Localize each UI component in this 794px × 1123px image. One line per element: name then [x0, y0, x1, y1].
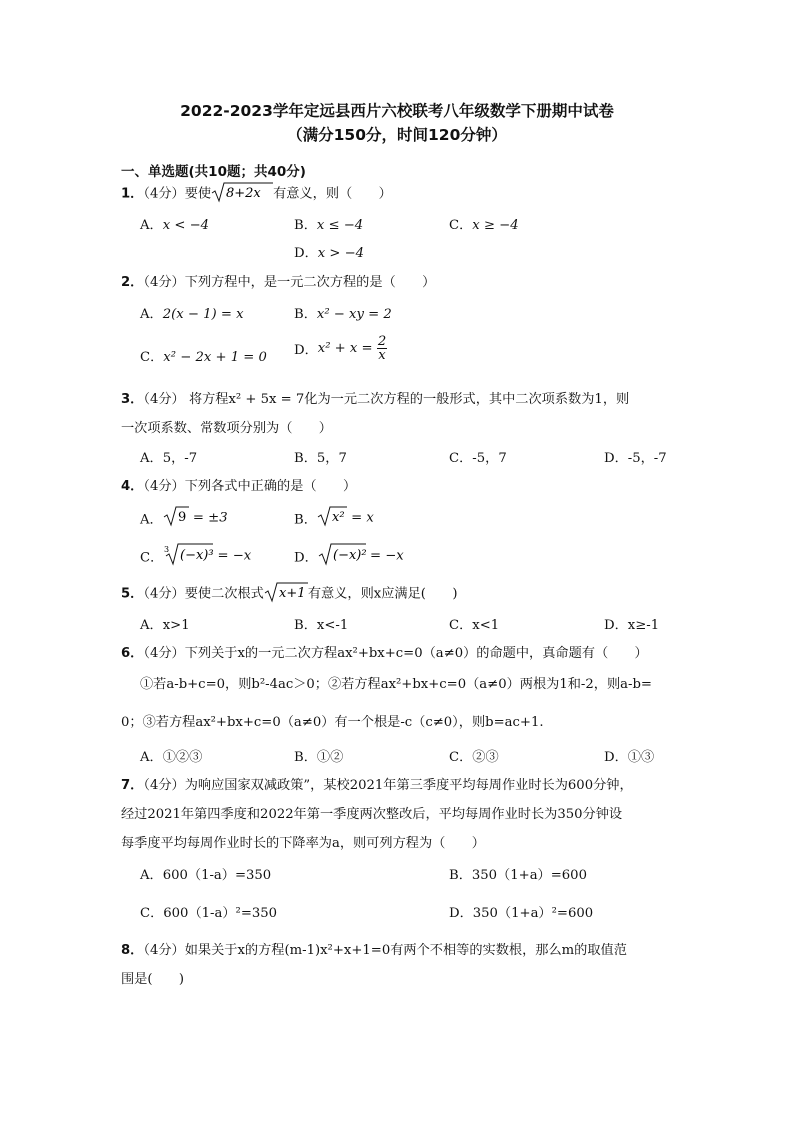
- question-8-stem-cont: 围是( ): [121, 972, 185, 987]
- question-7-stem-cont: 每季度平均每周作业时长的下降率为a，则可列方程为（ ）: [121, 836, 485, 851]
- option-b[interactable]: B．①②: [294, 750, 344, 765]
- question-number: 1．: [121, 186, 144, 202]
- option-b[interactable]: B．x² − xy = 2: [294, 307, 392, 322]
- option-c[interactable]: C．②③: [449, 750, 499, 765]
- question-3-stem: 3．（4分） 将方程x² + 5x = 7化为一元二次方程的一般形式，其中二次项系数为1，则: [121, 392, 630, 407]
- sqrt-expression: [211, 181, 273, 207]
- exam-subtitle: （满分150分，时间120分钟）: [287, 126, 507, 144]
- svg-text:x+1: x+1: [278, 586, 306, 601]
- svg-text:9: 9: [177, 510, 186, 525]
- fraction: $\frac{2}{x}$: [377, 334, 387, 363]
- question-score: （4分）: [143, 186, 185, 202]
- cbrt-expression: [163, 542, 213, 570]
- option-a[interactable]: A．x>1: [140, 618, 190, 633]
- sqrt-expression: [264, 581, 308, 607]
- option-d[interactable]: D．x > −4: [294, 246, 365, 261]
- option-c[interactable]: C．600（1-a）²=350: [140, 906, 278, 921]
- option-b[interactable]: B．350（1+a）=600: [449, 868, 587, 883]
- svg-text:3: 3: [164, 545, 170, 554]
- sqrt-expression: [317, 505, 347, 531]
- svg-text:(−x)³: (−x)³: [180, 548, 214, 563]
- question-6-statements-cont: 0；③若方程ax²+bx+c=0（a≠0）有一个根是-c（c≠0），则b=ac+1.: [121, 715, 544, 730]
- question-6-statements: ①若a-b+c=0，则b²-4ac＞0；②若方程ax²+bx+c=0（a≠0）两根为1和-2，则a-b=: [140, 677, 652, 692]
- option-c[interactable]: C． 3 (−x)³ = −x: [140, 542, 251, 570]
- question-8-stem: 8．（4分）如果关于x的方程(m-1)x²+x+1=0有两个不相等的实数根，那么m的取值范: [121, 943, 627, 958]
- option-d[interactable]: D． (−x)² = −x: [294, 542, 404, 570]
- question-5-stem: 5．（4分）要使二次根式 x+1 有意义，则x应满足( ): [121, 581, 457, 607]
- option-d[interactable]: D．x≥-1: [604, 618, 660, 633]
- question-4-stem: 4．（4分）下列各式中正确的是（ ）: [121, 479, 357, 494]
- sqrt-expression: [318, 542, 366, 570]
- svg-text:x²: x²: [331, 510, 345, 525]
- option-b[interactable]: B． x² = x: [294, 505, 374, 531]
- sqrt-expression: [163, 505, 189, 531]
- option-a[interactable]: A．①②③: [140, 750, 203, 765]
- option-d[interactable]: D．x² + x = $\frac{2}{x}$: [294, 334, 387, 363]
- question-1-stem: 1．（4分）要使 8+2x 有意义，则（ ）: [121, 181, 392, 207]
- exam-title: 2022-2023学年定远县西片六校联考八年级数学下册期中试卷: [180, 102, 614, 120]
- option-a[interactable]: A． 9 = ±3: [140, 505, 228, 531]
- option-d[interactable]: D．350（1+a）²=600: [449, 906, 594, 921]
- option-a[interactable]: A．x < −4: [140, 218, 210, 233]
- question-7-stem-cont: 经过2021年第四季度和2022年第一季度两次整改后，平均每周作业时长为350分钟设: [121, 807, 623, 822]
- svg-text:(−x)²: (−x)²: [332, 548, 366, 563]
- option-a[interactable]: A．600（1-a）=350: [140, 868, 272, 883]
- option-b[interactable]: B．x<-1: [294, 618, 349, 633]
- option-c[interactable]: C．x ≥ −4: [449, 218, 519, 233]
- section-heading: 一、单选题(共10题；共40分): [121, 164, 306, 180]
- question-3-stem-cont: 一次项系数、常数项分别为（ ）: [121, 421, 332, 436]
- option-c[interactable]: C．-5，7: [449, 451, 507, 466]
- option-a[interactable]: A．5，-7: [140, 451, 198, 466]
- option-d[interactable]: D．①③: [604, 750, 655, 765]
- question-6-stem: 6．（4分）下列关于x的一元二次方程ax²+bx+c=0（a≠0）的命题中，真命题有（ ）: [121, 646, 648, 661]
- radicand: 8+2x: [226, 186, 261, 201]
- question-7-stem: 7．（4分）为响应国家双减政策”，某校2021年第三季度平均每周作业时长为600分钟，: [121, 778, 633, 793]
- option-c[interactable]: C．x<1: [449, 618, 500, 633]
- option-a[interactable]: A．2(x − 1) = x: [140, 307, 244, 322]
- option-c[interactable]: C．x² − 2x + 1 = 0: [140, 350, 267, 365]
- option-b[interactable]: B．5，7: [294, 451, 347, 466]
- option-d[interactable]: D．-5，-7: [604, 451, 667, 466]
- option-b[interactable]: B．x ≤ −4: [294, 218, 364, 233]
- question-2-stem: 2．（4分）下列方程中，是一元二次方程的是（ ）: [121, 275, 436, 290]
